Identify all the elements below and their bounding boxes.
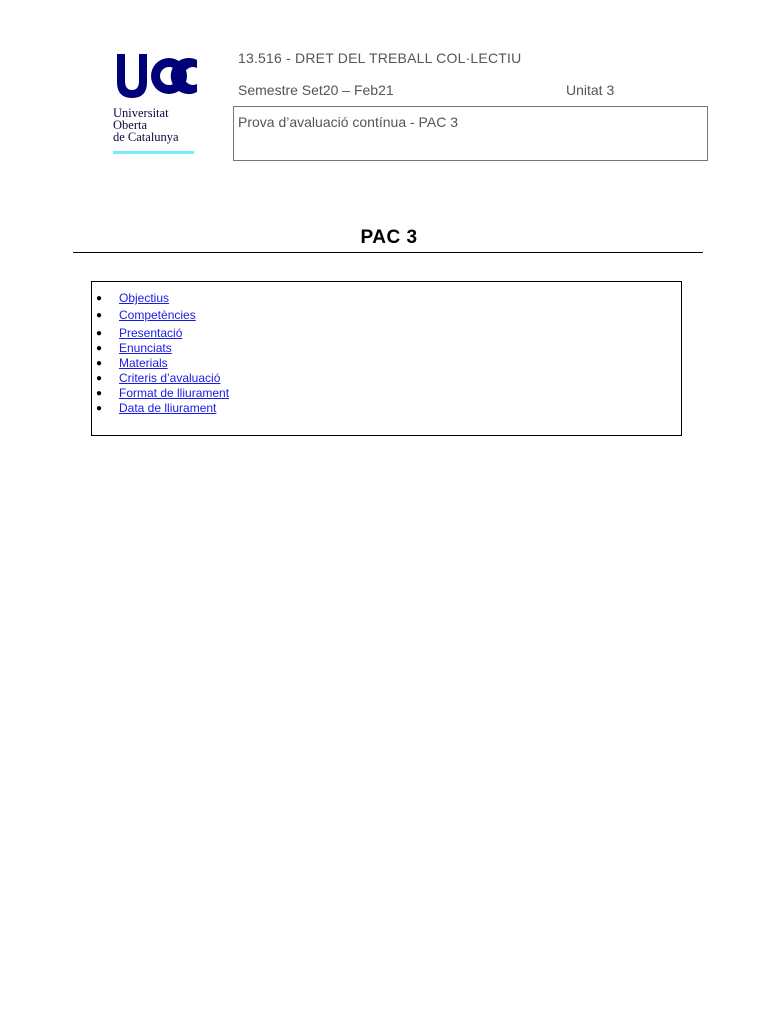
bullet-icon: ● bbox=[96, 403, 103, 414]
page-title: PAC 3 bbox=[360, 227, 418, 248]
university-name bbox=[113, 107, 179, 143]
toc-link-materials[interactable]: Materials bbox=[119, 356, 168, 370]
toc-link-format[interactable]: Format de lliurament bbox=[119, 386, 230, 400]
bullet-icon: ● bbox=[96, 310, 103, 321]
pac-description: Prova d’avaluació contínua - PAC 3 bbox=[238, 114, 458, 130]
toc-link-competencies[interactable]: Competències bbox=[119, 308, 196, 322]
semester-label: Semestre Set20 – Feb21 bbox=[238, 82, 394, 98]
title-divider bbox=[73, 252, 703, 253]
toc-link-enunciats[interactable]: Enunciats bbox=[119, 341, 172, 355]
university-name-line: de Catalunya bbox=[113, 130, 179, 144]
toc-link-criteris[interactable]: Criteris d’avaluació bbox=[119, 371, 221, 385]
university-name-line: Oberta bbox=[113, 118, 148, 132]
toc-link-presentacio[interactable]: Presentació bbox=[119, 326, 183, 340]
toc-link-data[interactable]: Data de lliurament bbox=[119, 401, 217, 415]
bullet-icon: ● bbox=[96, 373, 103, 384]
unit-label: Unitat 3 bbox=[566, 82, 615, 98]
semester-line bbox=[238, 82, 615, 98]
bullet-icon: ● bbox=[96, 388, 103, 399]
course-title: 13.516 - DRET DEL TREBALL COL·LECTIU bbox=[238, 50, 522, 66]
bullet-icon: ● bbox=[96, 328, 103, 339]
uoc-logo bbox=[111, 52, 197, 156]
bullet-icon: ● bbox=[96, 343, 103, 354]
bullet-icon: ● bbox=[96, 358, 103, 369]
bullet-icon: ● bbox=[96, 293, 103, 304]
uoc-wordmark-icon bbox=[111, 52, 197, 104]
university-name-line: Universitat bbox=[113, 106, 169, 120]
toc-link-objectius[interactable]: Objectius bbox=[119, 291, 170, 305]
pac-description-box bbox=[233, 106, 708, 161]
logo-accent-bar bbox=[113, 151, 194, 154]
table-of-contents bbox=[91, 281, 682, 436]
